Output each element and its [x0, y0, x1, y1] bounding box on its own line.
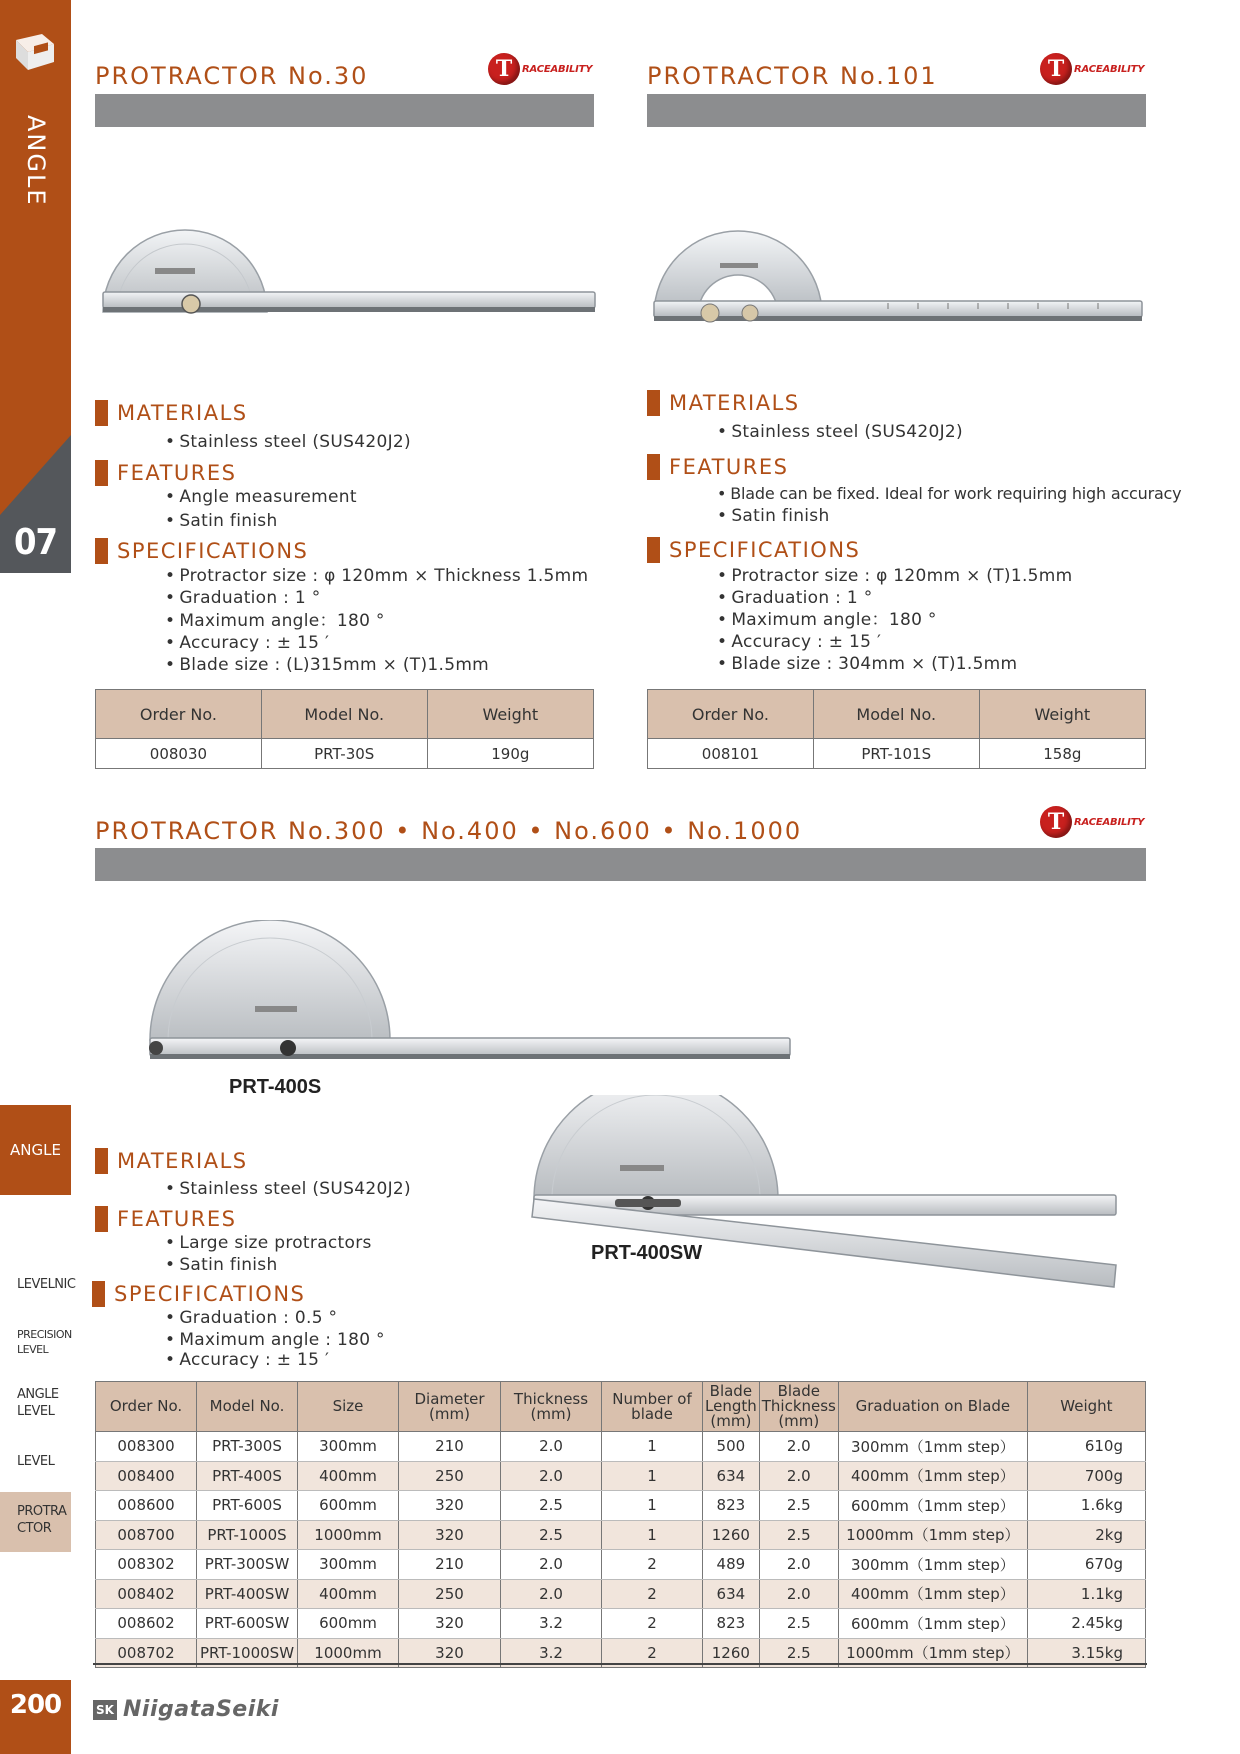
column-header: Diameter (mm)	[399, 1382, 501, 1432]
protractor-prt400sw-image	[530, 1095, 1120, 1305]
spec-item: • Maximum angle：180 °	[165, 610, 385, 632]
product-title-no101: PROTRACTOR No.101	[647, 62, 938, 90]
column-header: Number of blade	[602, 1382, 703, 1432]
specifications-heading: SPECIFICATIONS	[647, 537, 860, 563]
column-header: Model No.	[261, 690, 427, 739]
features-heading: FEATURES	[95, 460, 236, 486]
sidebar-item-levelnic[interactable]: LEVELNIC	[17, 1277, 76, 1292]
spec-item: • Blade size : 304mm × (T)1.5mm	[717, 653, 1017, 675]
image-caption-prt400s: PRT-400S	[229, 1076, 322, 1098]
title-bar	[95, 94, 594, 127]
protractor-no101-image	[648, 205, 1148, 345]
column-header: Model No.	[813, 690, 979, 739]
column-header: Thickness (mm)	[501, 1382, 602, 1432]
product-table-no30	[95, 689, 594, 769]
table-row: 008700 PRT-1000S 1000mm 320 2.5 1 1260 2.5 1000mm（1mm step） 2kg	[96, 1520, 1146, 1550]
page-number: 200	[9, 1690, 62, 1720]
column-header: Weight	[427, 690, 593, 739]
spec-item: • Accuracy : ± 15 ′	[165, 1349, 329, 1371]
features-item: • Satin finish	[165, 510, 278, 532]
table-row: 008400 PRT-400S 400mm 250 2.0 1 634 2.0 400mm（1mm step） 700g	[96, 1461, 1146, 1491]
spec-item: • Graduation : 1 °	[717, 587, 873, 609]
traceability-t-icon: T	[1040, 53, 1072, 85]
features-heading: FEATURES	[95, 1206, 236, 1232]
column-header: Graduation on Blade	[838, 1382, 1027, 1432]
features-item: • Large size protractors	[165, 1232, 372, 1254]
spec-item: • Graduation : 0.5 °	[165, 1307, 337, 1329]
specifications-heading: SPECIFICATIONS	[92, 1281, 305, 1307]
table-row: 008402 PRT-400SW 400mm 250 2.0 2 634 2.0 400mm（1mm step） 1.1kg	[96, 1579, 1146, 1609]
table-row: 008300 PRT-300S 300mm 210 2.0 1 500 2.0 300mm（1mm step） 610g	[96, 1432, 1146, 1462]
features-item: • Angle measurement	[165, 486, 357, 508]
product-table-no101	[647, 689, 1146, 769]
table-row: 008302 PRT-300SW 300mm 210 2.0 2 489 2.0 300mm（1mm step） 670g	[96, 1550, 1146, 1580]
column-header: Blade Length (mm)	[703, 1382, 760, 1432]
sidebar-current-section[interactable]: ANGLE	[0, 1105, 71, 1195]
traceability-badge: T RACEABILITY	[1040, 53, 1144, 85]
sidebar-item-precision-level[interactable]: PRECISION LEVEL	[17, 1328, 72, 1356]
sidebar-item-level[interactable]: LEVEL	[17, 1454, 55, 1469]
table-row: 008030 PRT-30S 190g	[96, 739, 594, 769]
chapter-number: 07	[13, 522, 58, 563]
spec-item: • Accuracy : ± 15 ′	[717, 631, 881, 653]
column-header: Size	[298, 1382, 399, 1432]
image-caption-prt400sw: PRT-400SW	[591, 1242, 703, 1264]
brand-logo	[93, 1697, 279, 1722]
title-bar	[647, 94, 1146, 127]
spec-item: • Protractor size : φ 120mm × (T)1.5mm	[717, 565, 1073, 587]
spec-item: • Blade size : (L)315mm × (T)1.5mm	[165, 654, 489, 676]
protractor-prt400s-image	[140, 920, 800, 1070]
spec-item: • Protractor size : φ 120mm × Thickness 1.5mm	[165, 565, 588, 587]
level-tool-icon	[12, 30, 58, 78]
column-header: Blade Thickness (mm)	[759, 1382, 838, 1432]
column-header: Order No.	[648, 690, 814, 739]
title-bar	[95, 848, 1146, 881]
product-title-no30: PROTRACTOR No.30	[95, 62, 369, 90]
traceability-t-icon: T	[488, 53, 520, 85]
column-header: Weight	[1027, 1382, 1145, 1432]
chapter-tab	[0, 0, 71, 573]
materials-heading: MATERIALS	[647, 390, 800, 416]
traceability-t-icon: T	[1040, 806, 1072, 838]
traceability-badge: T RACEABILITY	[488, 53, 592, 85]
materials-item: • Stainless steel (SUS420J2)	[717, 421, 963, 443]
table-row: 008600 PRT-600S 600mm 320 2.5 1 823 2.5 600mm（1mm step） 1.6kg	[96, 1491, 1146, 1521]
column-header: Order No.	[96, 690, 262, 739]
materials-heading: MATERIALS	[95, 1148, 248, 1174]
table-row: 008702 PRT-1000SW 1000mm 320 3.2 2 1260 2.5 1000mm（1mm step） 3.15kg	[96, 1638, 1146, 1668]
materials-item: • Stainless steel (SUS420J2)	[165, 431, 411, 453]
specifications-heading: SPECIFICATIONS	[95, 538, 308, 564]
product-title-large: PROTRACTOR No.300 • No.400 • No.600 • No.1000	[95, 817, 803, 845]
sidebar-item-protractor[interactable]: PROTRA CTOR	[0, 1492, 71, 1552]
features-item: • Satin finish	[165, 1254, 278, 1276]
table-row: 008602 PRT-600SW 600mm 320 3.2 2 823 2.5 600mm（1mm step） 2.45kg	[96, 1609, 1146, 1639]
traceability-badge: T RACEABILITY	[1040, 806, 1144, 838]
spec-item: • Graduation : 1 °	[165, 587, 321, 609]
materials-item: • Stainless steel (SUS420J2)	[165, 1178, 411, 1200]
table-row: 008101 PRT-101S 158g	[648, 739, 1146, 769]
column-header: Order No.	[96, 1382, 197, 1432]
features-heading: FEATURES	[647, 454, 788, 480]
sidebar-item-angle-level[interactable]: ANGLE LEVEL	[17, 1387, 59, 1419]
column-header: Model No.	[197, 1382, 298, 1432]
product-table-large	[95, 1381, 1146, 1668]
features-item: • Blade can be fixed. Ideal for work requiring high accuracy	[717, 483, 1181, 505]
materials-heading: MATERIALS	[95, 400, 248, 426]
footer-rule	[93, 1663, 1147, 1665]
chapter-label: ANGLE	[22, 115, 50, 207]
features-item: • Satin finish	[717, 505, 830, 527]
spec-item: • Maximum angle : 180 °	[165, 1329, 385, 1351]
sk-logo-icon: SK	[93, 1700, 117, 1720]
protractor-no30-image	[95, 200, 605, 340]
spec-item: • Accuracy : ± 15 ′	[165, 632, 329, 654]
spec-item: • Maximum angle：180 °	[717, 609, 937, 631]
column-header: Weight	[979, 690, 1145, 739]
brand-name: NiigataSeiki	[123, 1697, 279, 1722]
